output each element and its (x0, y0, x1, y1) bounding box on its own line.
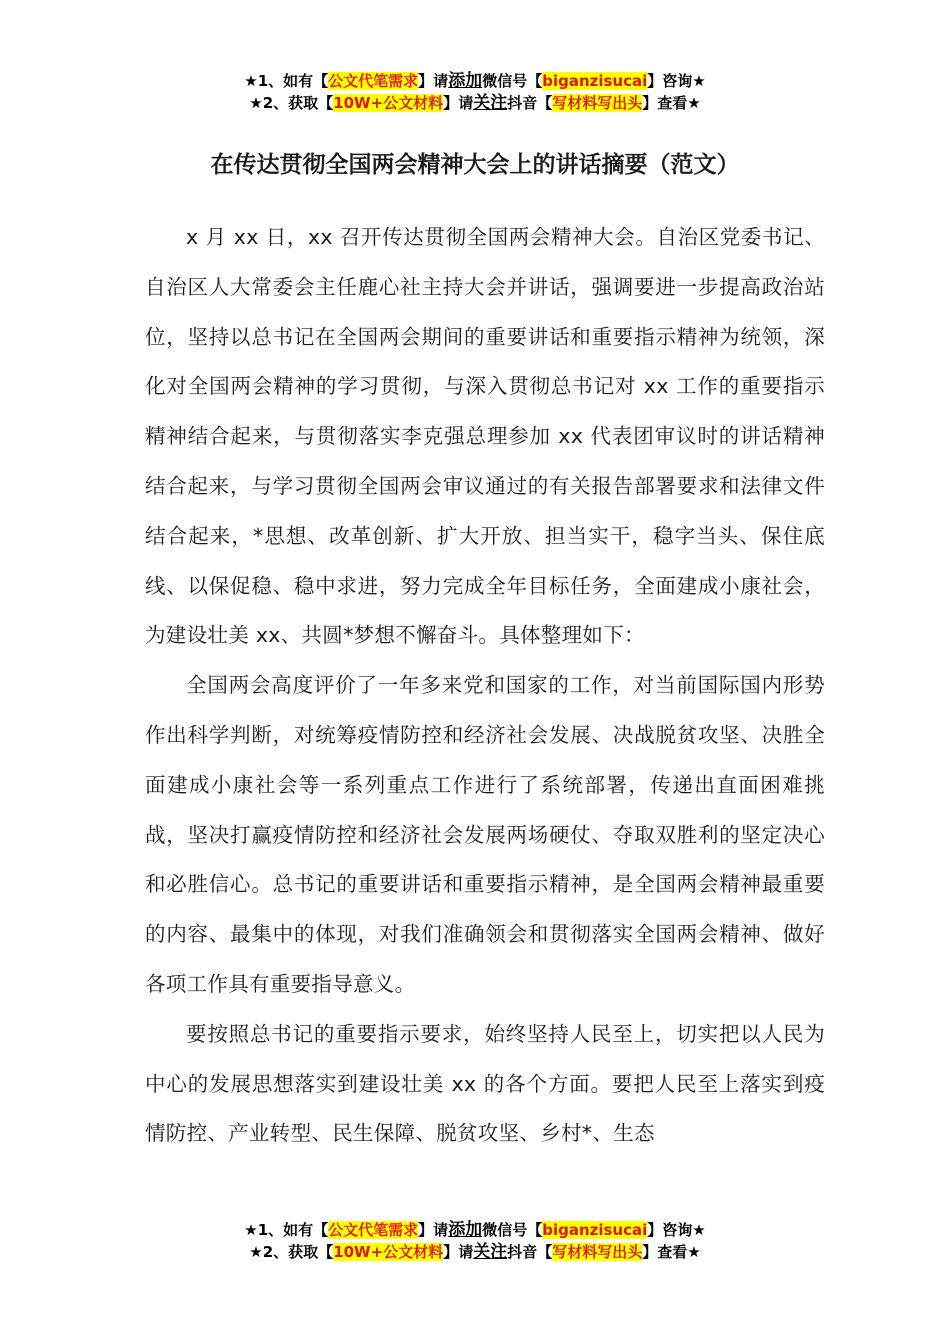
highlight-materials: 10W+公文材料 (333, 1243, 444, 1261)
highlight-materials: 10W+公文材料 (333, 94, 444, 112)
document-title: 在传达贯彻全国两会精神大会上的讲话摘要（范文） (210, 152, 740, 178)
banner-text: 】请 (443, 1243, 474, 1261)
banner-text: 微信号【 (482, 1221, 543, 1239)
banner-line-2 (0, 92, 950, 114)
banner-text: ★2、获取【 (249, 1243, 334, 1261)
banner-text: 】咨询★ (647, 1221, 706, 1239)
banner-line-1 (0, 1219, 950, 1241)
banner-text: 】请 (418, 1221, 449, 1239)
banner-emphasis: 关注 (473, 1242, 508, 1262)
top-banner (0, 70, 950, 114)
highlight-service: 公文代笔需求 (328, 1221, 419, 1239)
paragraph-1: x 月 xx 日，xx 召开传达贯彻全国两会精神大会。自治区党委书记、自治区人大常委会主任鹿心社主持大会并讲话，强调要进一步提高政治站位，坚持以总书记在全国两会期间的重要讲话和重要指示精神为统领，深化对全国两会精神的学习贯彻，与深入贯彻总书记对 xx 工作的重要指示精神结合起来，与贯彻落实李克强总理参加 xx 代表团审议时的讲话精神结合起来，与学习贯彻全国两会审议通过的有关报告部署要求和法律文件结合起来，*思想、改革创新、扩大开放、担当实干，稳字当头、保住底线、以保促稳、稳中求进，努力完成全年目标任务，全面建成小康社会，为建设壮美 xx、共圆*梦想不懈奋斗。具体整理如下： (145, 225, 825, 648)
highlight-service: 公文代笔需求 (328, 72, 419, 90)
banner-text: 微信号【 (482, 72, 543, 90)
bottom-banner (0, 1219, 950, 1263)
banner-text: 】请 (443, 94, 474, 112)
paragraph-3: 要按照总书记的重要指示要求，始终坚持人民至上，切实把以人民为中心的发展思想落实到建设壮美 xx 的各个方面。要把人民至上落实到疫情防控、产业转型、民生保障、脱贫攻坚、乡村*、生态 (145, 1021, 825, 1146)
highlight-wechat-id: biganzisucai (542, 72, 648, 90)
banner-text: ★2、获取【 (249, 94, 334, 112)
banner-emphasis: 添加 (448, 71, 483, 91)
banner-text: ★1、如有【 (244, 72, 329, 90)
paragraph-2: 全国两会高度评价了一年多来党和国家的工作，对当前国际国内形势作出科学判断，对统筹疫情防控和经济社会发展、决战脱贫攻坚、决胜全面建成小康社会等一系列重点工作进行了系统部署，传递出直面困难挑战，坚决打赢疫情防控和经济社会发展两场硬仗、夺取双胜利的坚定决心和必胜信心。总书记的重要讲话和重要指示精神，是全国两会精神最重要的内容、最集中的体现，对我们准确领会和贯彻落实全国两会精神、做好各项工作具有重要指导意义。 (145, 673, 825, 996)
banner-text: 抖音【 (507, 94, 553, 112)
banner-text: 抖音【 (507, 1243, 553, 1261)
banner-line-2 (0, 1241, 950, 1263)
banner-emphasis: 添加 (448, 1220, 483, 1240)
highlight-douyin-id: 写材料写出头 (552, 94, 643, 112)
banner-text: 】咨询★ (647, 72, 706, 90)
highlight-douyin-id: 写材料写出头 (552, 1243, 643, 1261)
banner-text: ★1、如有【 (244, 1221, 329, 1239)
banner-emphasis: 关注 (473, 93, 508, 113)
document-body (145, 213, 825, 1159)
banner-line-1 (0, 70, 950, 92)
banner-text: 】请 (418, 72, 449, 90)
banner-text: 】查看★ (642, 1243, 701, 1261)
banner-text: 】查看★ (642, 94, 701, 112)
highlight-wechat-id: biganzisucai (542, 1221, 648, 1239)
